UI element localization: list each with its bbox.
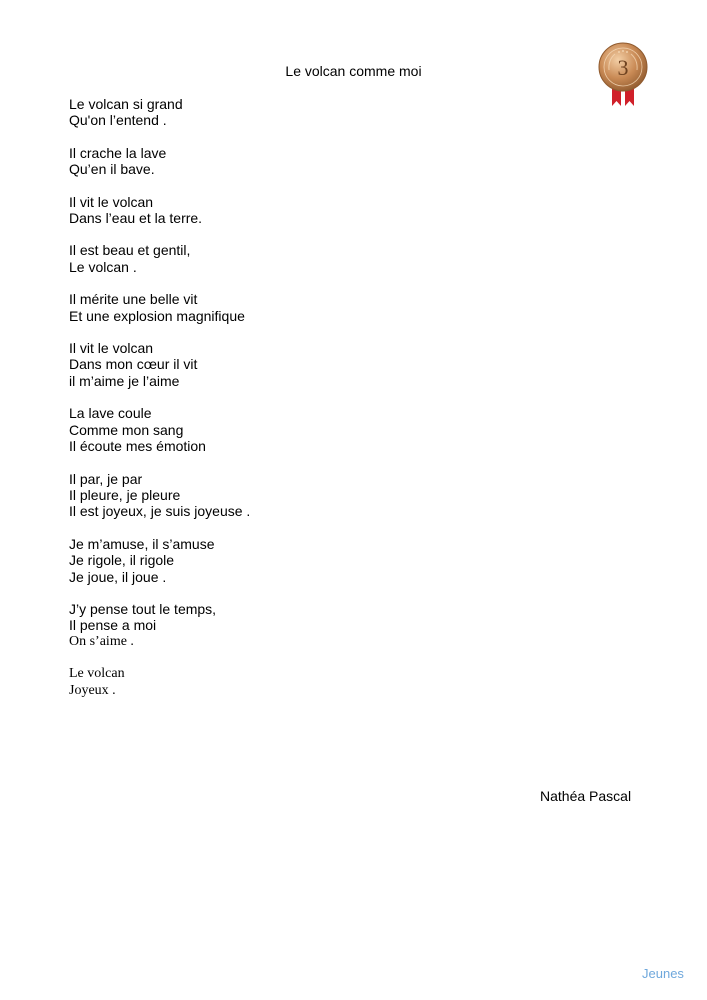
poem-line: Il est joyeux, je suis joyeuse . <box>69 503 251 520</box>
poem-line: Il crache la lave <box>69 144 167 161</box>
poem-line: Il pense a moi <box>69 617 157 634</box>
poem-stanza <box>69 194 489 227</box>
poem-line: Et une explosion magnifique <box>69 307 245 324</box>
poem-line: Comme mon sang <box>69 421 184 438</box>
poem-line: il m’aime je l’aime <box>69 372 180 389</box>
poem-line: J’y pense tout le temps, <box>69 600 217 617</box>
poem-line: Joyeux . <box>69 682 116 698</box>
poem-line: Il vit le volcan <box>69 340 154 357</box>
poem-stanza <box>69 666 489 699</box>
poem-line: Le volcan <box>69 666 125 682</box>
footer-label: Jeunes <box>642 966 684 981</box>
poem-line: Le volcan . <box>69 258 137 275</box>
poem-line: Qu'on l’entend . <box>69 112 167 129</box>
poem-stanza <box>69 145 489 178</box>
poem-line: Dans l’eau et la terre. <box>69 210 203 227</box>
poem-line: La lave coule <box>69 405 152 422</box>
poem-stanza <box>69 471 489 520</box>
poem-stanza <box>69 536 489 585</box>
poem-body <box>69 96 489 715</box>
poem-stanza <box>69 601 489 650</box>
medal-number: 3 <box>617 55 629 80</box>
poem-line: Il pleure, je pleure <box>69 486 181 503</box>
bronze-medal-icon <box>597 42 649 110</box>
poem-line: Qu’en il bave. <box>69 161 155 178</box>
poem-stanza <box>69 340 489 389</box>
poem-line: Le volcan si grand <box>69 96 183 112</box>
poem-line: Je rigole, il rigole <box>69 552 175 569</box>
poem-line: Dans mon cœur il vit <box>69 356 198 373</box>
poem-line: On s’aime . <box>69 633 134 649</box>
poem-line: Il écoute mes émotion <box>69 438 206 455</box>
poem-stanza <box>69 96 489 129</box>
poem-stanza <box>69 242 489 275</box>
poem-stanza <box>69 405 489 454</box>
poem-line: Je m’amuse, il s’amuse <box>69 535 215 552</box>
poem-line: Il mérite une belle vit <box>69 291 198 308</box>
poem-line: Il par, je par <box>69 470 143 487</box>
poem-stanza <box>69 291 489 324</box>
poem-title: Le volcan comme moi <box>285 63 422 79</box>
poem-line: Il est beau et gentil, <box>69 242 191 259</box>
poem-line: Je joue, il joue . <box>69 568 167 585</box>
author-name: Nathéa Pascal <box>540 788 632 804</box>
poem-line: Il vit le volcan <box>69 193 154 210</box>
